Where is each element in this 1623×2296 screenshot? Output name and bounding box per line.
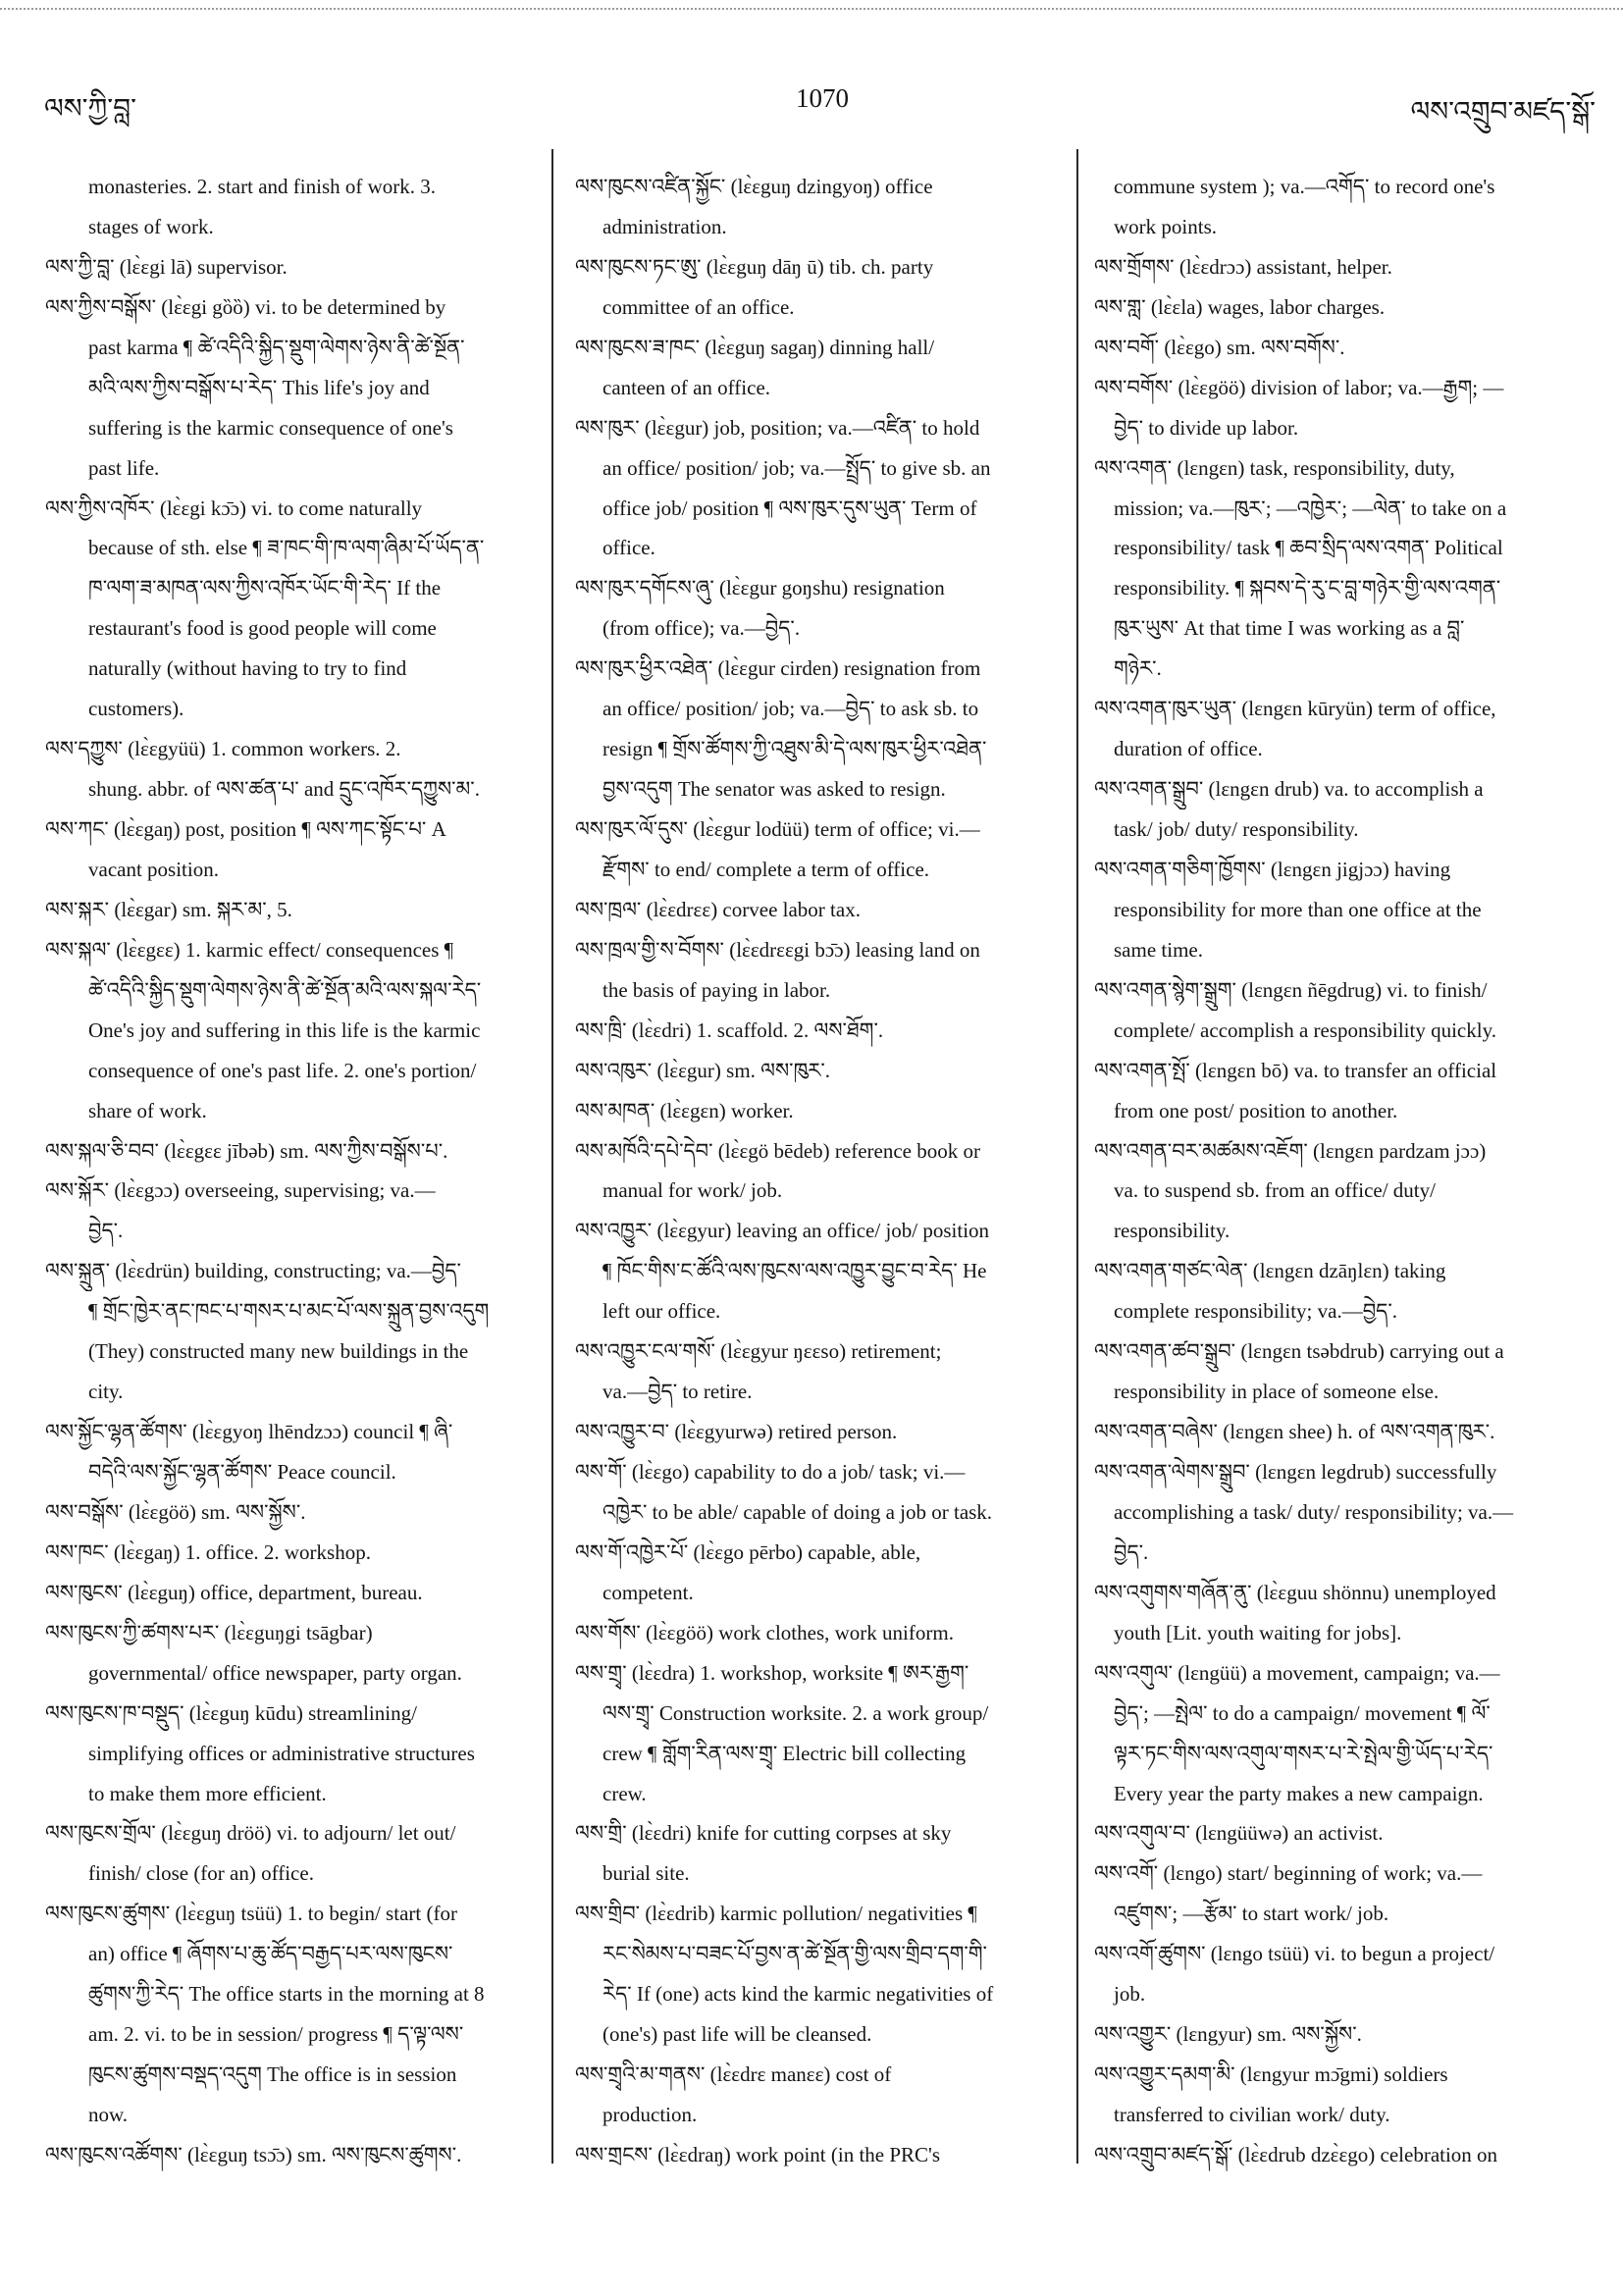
entry-headword-line: ལས་འགན་སྤོ་ (lɛngɛn bō) va. to transfer an official: [1094, 1058, 1497, 1082]
entry-line: commune system ); va.—འགོད་ to record one's: [1114, 175, 1495, 198]
entry-headword-line: ལས་འགྲུབ་མཛད་སྒོ་ (lɛ̀ɛdrub dzɛ̀ɛgo) celebration on: [1094, 2142, 1498, 2166]
dictionary-entry: [1094, 1412, 1569, 1452]
entry-headword-line: ལས་ཁུར་དགོངས་ཞུ་ (lɛ̀ɛgur goŋshu) resignation: [575, 576, 945, 600]
entry-headword-line: ལས་ཁུངས་ (lɛ̀ɛguŋ) office, department, bureau.: [45, 1580, 423, 1604]
entry-line: རེད་ If (one) acts kind the karmic negativities of: [602, 1982, 994, 2007]
entry-line: རྫོགས་ to end/ complete a term of office.: [602, 857, 930, 881]
dictionary-entry: [45, 1573, 546, 1613]
entry-headword-line: ལས་འགུལ་ (lɛngüü) a movement, campaign; va.—: [1094, 1660, 1500, 1685]
entry-headword-line: ལས་འཁྱུར་ངལ་གསོ་ (lɛ̀ɛgyur ŋɛɛso) retirement;: [575, 1339, 942, 1364]
entry-line: left our office.: [602, 1299, 721, 1324]
dictionary-entry: [45, 1492, 546, 1533]
dictionary-entry: [1094, 1573, 1569, 1653]
entry-line: task/ job/ duty/ responsibility.: [1114, 817, 1359, 841]
continued-entry: [1094, 167, 1569, 247]
dictionary-entry: [45, 1131, 546, 1172]
entry-headword-line: ལས་གོས་ (lɛ̀ɛgöö) work clothes, work uniform.: [575, 1620, 954, 1644]
entry-headword-line: ལས་གོ་ (lɛ̀ɛgo) capability to do a job/ task; vi.—: [575, 1460, 966, 1484]
entry-line: (from office); va.—བྱེད་.: [602, 616, 801, 641]
entry-line: stages of work.: [88, 214, 214, 238]
entry-headword-line: ལས་གྲྭ་ (lɛ̀ɛdra) 1. workshop, worksite ¶ ཨར་རྒྱག་: [575, 1660, 969, 1685]
entry-headword-line: ལས་ཀྱིས་འཁོར་ (lɛ̀ɛgi kɔ̄ɔ) vi. to come naturally: [45, 496, 423, 520]
dictionary-entry: [575, 1533, 1064, 1613]
dictionary-entry: [1094, 2014, 1569, 2055]
entry-headword-line: ལས་སྐྲུན་ (lɛ̀ɛdrün) building, constructing; va.—བྱེད་: [45, 1259, 461, 1283]
entry-line: shung. abbr. of ལས་ཚན་པ་ and དྲུང་འཁོར་དཀྱུས་མ་.: [88, 777, 480, 802]
entry-line: responsibility. ¶ སྐབས་དེ་རུ་ང་བླ་གཉེར་གྱི་ལས་འགན་: [1114, 576, 1501, 600]
entry-line: an office/ position/ job; va.—སྤྲོད་ to give sb. an: [602, 455, 991, 480]
entry-headword-line: ལས་གྲོགས་ (lɛ̀ɛdrɔɔ) assistant, helper.: [1094, 254, 1392, 279]
entry-line: naturally (without having to try to find: [88, 656, 407, 681]
entry-line: same time.: [1114, 937, 1203, 962]
entry-line: now.: [88, 2103, 129, 2126]
entry-line: responsibility for more than one office at the: [1114, 897, 1482, 921]
entry-line: manual for work/ job.: [602, 1178, 783, 1203]
column-divider: [1076, 149, 1078, 2164]
entry-headword-line: ལས་འགན་བཞེས་ (lɛngɛn shee) h. of ལས་འགན་ཁུར་.: [1094, 1420, 1495, 1444]
dictionary-entry: [575, 930, 1064, 1011]
entry-headword-line: ལས་ཁུངས་ཁ་བསྡུད་ (lɛ̀ɛguŋ kūdu) streamlining/: [45, 1700, 417, 1725]
dictionary-entry: [45, 1171, 546, 1251]
entry-line: va.—བྱེད་ to retire.: [602, 1380, 753, 1404]
entry-line: past life.: [88, 455, 160, 480]
dictionary-entry: [575, 1131, 1064, 1212]
entry-line: འཁྱེར་ to be able/ capable of doing a job or task.: [602, 1499, 993, 1524]
dictionary-entry: [575, 1091, 1064, 1131]
entry-headword-line: ལས་ཁུངས་འཛིན་སྐྱོང་ (lɛ̀ɛguŋ dzingyoŋ) office: [575, 175, 933, 198]
column-divider: [551, 149, 553, 2164]
entry-headword-line: ལས་འགན་ལེགས་སྒྲུབ་ (lɛngɛn legdrub) successfully: [1094, 1460, 1497, 1484]
column-2: [575, 167, 1064, 2188]
entry-line: ལས་གྲྭ་ Construction worksite. 2. a work group/: [602, 1700, 989, 1725]
entry-headword-line: ལས་གྲིབ་ (lɛ̀ɛdrib) karmic pollution/ negativities ¶: [575, 1902, 977, 1926]
entry-line: བྱེད་ to divide up labor.: [1114, 415, 1299, 440]
entry-headword-line: ལས་ཁུར་ལོ་དུས་ (lɛ̀ɛgur lodüü) term of office; vi.—: [575, 817, 980, 841]
dictionary-entry: [45, 729, 546, 809]
entry-headword-line: ལས་འགྱུར་དམག་མི་ (lɛngyur mɔ̄gmi) soldiers: [1094, 2062, 1448, 2087]
column-3: [1094, 167, 1569, 2188]
dictionary-entry: [1094, 2055, 1569, 2135]
entry-headword-line: ལས་འགན་གཙང་ལེན་ (lɛngɛn dzāŋlɛn) taking: [1094, 1259, 1446, 1283]
entry-headword-line: ལས་མཁན་ (lɛ̀ɛgɛn) worker.: [575, 1098, 794, 1122]
dictionary-entry: [575, 1894, 1064, 2055]
entry-headword-line: ལས་འགན་སྙེག་སྒྲུག་ (lɛngɛn ñēgdrug) vi. to finish/: [1094, 977, 1488, 1002]
entry-line: complete/ accomplish a responsibility quickly.: [1114, 1018, 1496, 1042]
entry-headword-line: ལས་ཀྱི་བླ་ (lɛ̀ɛgi lā) supervisor.: [45, 254, 288, 279]
entry-line: བདེའི་ལས་སྐྱོང་ལྷན་ཚོགས་ Peace council.: [88, 1460, 396, 1484]
entry-line: ལྟར་ཏང་གིས་ལས་འགུལ་གསར་པ་རེ་སྤེལ་གྱི་ཡོད་པ་རེད་: [1114, 1741, 1493, 1765]
entry-headword-line: ལས་འགྱུར་ (lɛngyur) sm. ལས་སྐྱོས་.: [1094, 2022, 1362, 2047]
dictionary-entry: [45, 1613, 546, 1694]
entry-headword-line: ལས་གྲི་ (lɛ̀ɛdri) knife for cutting corpses at sky: [575, 1821, 952, 1846]
entry-headword-line: ལས་ཁུངས་ཚུགས་ (lɛ̀ɛguŋ tsüü) 1. to begin/ start (for: [45, 1902, 457, 1926]
entry-headword-line: ལས་དཀྱུས་ (lɛ̀ɛgyüü) 1. common workers. 2.: [45, 737, 401, 761]
entry-headword-line: ལས་འགུལ་བ་ (lɛngüüwə) an activist.: [1094, 1821, 1384, 1846]
dictionary-entry: [1094, 1934, 1569, 2014]
page-top-edge: [0, 8, 1623, 10]
dictionary-entry: [1094, 247, 1569, 287]
running-head-right: ལས་འགྲུབ་མཛད་སྒོ་: [1410, 97, 1596, 128]
entry-line: administration.: [602, 214, 727, 238]
dictionary-entry: [575, 1613, 1064, 1653]
dictionary-entry: [575, 247, 1064, 328]
dictionary-entry: [575, 1412, 1064, 1452]
entry-line: ¶ གྲོང་ཁྱེར་ནང་ཁང་པ་གསར་པ་མང་པོ་ལས་སྐྲུན་བྱས་འདུག: [88, 1299, 490, 1324]
entry-line: ཚེ་འདིའི་སྐྱིད་སྡུག་ལེགས་ཉེས་ནི་ཚེ་སྔོན་མའི་ལས་སྐལ་རེད་: [88, 977, 482, 1002]
dictionary-entry: [575, 2135, 1064, 2175]
dictionary-entry: [1094, 689, 1569, 769]
entry-headword-line: ལས་བསྒོས་ (lɛ̀ɛgöö) sm. ལས་སྐྱོས་.: [45, 1499, 306, 1524]
entry-line: (They) constructed many new buildings in the: [88, 1339, 469, 1364]
entry-headword-line: ལས་བགོས་ (lɛ̀ɛgöö) division of labor; va.—རྒྱག; —: [1094, 375, 1504, 399]
dictionary-entry: [575, 1211, 1064, 1331]
dictionary-entry: [1094, 1251, 1569, 1331]
entry-line: office.: [602, 536, 655, 560]
dictionary-entry: [45, 1813, 546, 1894]
entry-headword-line: ལས་འགན་སྒྲུབ་ (lɛngɛn drub) va. to accomplish a: [1094, 777, 1484, 802]
entry-line: an) office ¶ ཞོགས་པ་ཆུ་ཚོད་བརྒྱད་པར་ལས་ཁུངས་: [88, 1942, 453, 1966]
dictionary-entry: [45, 890, 546, 930]
entry-line: monasteries. 2. start and finish of work. 3.: [88, 175, 437, 198]
entry-line: youth [Lit. youth waiting for jobs].: [1114, 1620, 1402, 1644]
entry-line: (one's) past life will be cleansed.: [602, 2022, 872, 2047]
entry-headword-line: ལས་འཁྱུར་བ་ (lɛ̀ɛgyurwə) retired person.: [575, 1420, 898, 1444]
dictionary-entry: [1094, 769, 1569, 850]
entry-line: share of work.: [88, 1098, 207, 1122]
entry-line: simplifying offices or administrative structures: [88, 1741, 475, 1765]
entry-headword-line: ལས་ཁུངས་གྲོལ་ (lɛ̀ɛguŋ dröö) vi. to adjourn/ let out/: [45, 1821, 456, 1846]
dictionary-entry: [45, 2135, 546, 2175]
entry-line: job.: [1114, 1982, 1146, 2007]
dictionary-entry: [1094, 1653, 1569, 1814]
entry-headword-line: ལས་ཁྲི་ (lɛ̀ɛdri) 1. scaffold. 2. ལས་ཐོག་.: [575, 1018, 884, 1042]
entry-headword-line: ལས་འཁུར་ (lɛ̀ɛgur) sm. ལས་ཁུར་.: [575, 1058, 831, 1082]
entry-headword-line: ལས་འགོ་ (lɛngo) start/ beginning of work; va.—: [1094, 1861, 1483, 1886]
dictionary-entry: [575, 167, 1064, 247]
entry-line: བྱེད་.: [88, 1219, 124, 1243]
entry-line: suffering is the karmic consequence of one's: [88, 415, 453, 440]
entry-headword-line: ལས་ཁུངས་ཟ་ཁང་ (lɛ̀ɛguŋ sagaŋ) dinning hall/: [575, 335, 935, 359]
entry-headword-line: ལས་སྐལ་ (lɛ̀ɛgɛɛ) 1. karmic effect/ consequences ¶: [45, 937, 454, 962]
entry-line: transferred to civilian work/ duty.: [1114, 2103, 1390, 2126]
continued-entry: [45, 167, 546, 247]
dictionary-entry: [575, 649, 1064, 809]
dictionary-entry: [45, 1694, 546, 1814]
dictionary-entry: [1094, 287, 1569, 328]
entry-headword-line: ལས་ཁྲལ་ (lɛ̀ɛdrɛɛ) corvee labor tax.: [575, 897, 861, 921]
entry-headword-line: ལས་སྐོར་ (lɛ̀ɛgɔɔ) overseeing, supervising; va.—: [45, 1178, 436, 1203]
entry-line: production.: [602, 2103, 698, 2126]
column-1: [45, 167, 546, 2188]
dictionary-entry: [575, 890, 1064, 930]
dictionary-entry: [45, 1533, 546, 1573]
dictionary-entry: [575, 1452, 1064, 1533]
dictionary-entry: [45, 1251, 546, 1412]
entry-line: འཛུགས་; —རྩོམ་ to start work/ job.: [1114, 1902, 1389, 1926]
entry-line: ཁུངས་ཚུགས་བསྡད་འདུག The office is in session: [88, 2062, 457, 2087]
entry-line: committee of an office.: [602, 294, 795, 319]
entry-line: Every year the party makes a new campaign.: [1114, 1781, 1484, 1805]
dictionary-entry: [575, 328, 1064, 408]
entry-headword-line: ལས་ཀྱིས་བསྒོས་ (lɛ̀ɛgi gȍȍ) vi. to be determined by: [45, 294, 446, 319]
entry-line: responsibility.: [1114, 1219, 1230, 1243]
dictionary-entry: [1094, 448, 1569, 690]
entry-headword-line: ལས་འགོ་ཚུགས་ (lɛngo tsüü) vi. to begun a project/: [1094, 1942, 1495, 1966]
dictionary-entry: [1094, 2135, 1569, 2175]
entry-line: གཉེར་.: [1114, 656, 1162, 681]
dictionary-entry: [45, 1894, 546, 2135]
entry-headword-line: ལས་མཁོའི་དཔེ་དེབ་ (lɛ̀ɛgö bēdeb) reference book or: [575, 1138, 980, 1163]
entry-line: responsibility/ task ¶ ཆབ་སྲིད་ལས་འགན་ Political: [1114, 536, 1503, 560]
dictionary-entry: [1094, 1131, 1569, 1252]
dictionary-entry: [575, 1813, 1064, 1894]
dictionary-entry: [45, 287, 546, 489]
entry-line: past karma ¶ ཚེ་འདིའི་སྐྱིད་སྡུག་ལེགས་ཉེས་ནི་ཚེ་སྔོན་: [88, 335, 465, 359]
entry-line: governmental/ office newspaper, party organ.: [88, 1660, 462, 1685]
entry-line: the basis of paying in labor.: [602, 977, 831, 1002]
entry-line: བྱེད་; —སྤེལ་ to do a campaign/ movement ¶ ལོ་: [1114, 1700, 1491, 1725]
entry-headword-line: ལས་ཁུངས་ཏང་ཨུ་ (lɛ̀ɛguŋ dāŋ ū) tib. ch. party: [575, 254, 934, 279]
entry-line: རང་སེམས་པ་བཟང་པོ་བྱས་ན་ཚེ་སྔོན་གྱི་ལས་གྲིབ་དག་གི་: [602, 1942, 987, 1966]
dictionary-entry: [1094, 1853, 1569, 1934]
entry-line: from one post/ position to another.: [1114, 1098, 1398, 1122]
dictionary-entry: [575, 1331, 1064, 1412]
entry-headword-line: ལས་གླ་ (lɛ̀ɛla) wages, labor charges.: [1094, 294, 1386, 319]
entry-line: because of sth. else ¶ ཟ་ཁང་གི་ཁ་ལག་ཞིམ་པོ་ཡོད་ན་: [88, 536, 485, 560]
entry-headword-line: ལས་འགན་བར་མཚམས་འཇོག་ (lɛngɛn pardzam jɔɔ): [1094, 1138, 1487, 1163]
entry-line: am. 2. vi. to be in session/ progress ¶ ད་ལྟ་ལས་: [88, 2022, 464, 2047]
entry-line: duration of office.: [1114, 737, 1263, 761]
dictionary-entry: [575, 408, 1064, 569]
entry-headword-line: ལས་སྐྱོང་ལྷན་ཚོགས་ (lɛ̀ɛgyoŋ lhēndzɔɔ) council ¶ ཞི་: [45, 1420, 453, 1444]
entry-line: responsibility in place of someone else.: [1114, 1380, 1440, 1404]
entry-headword-line: ལས་ཁུངས་འཚོགས་ (lɛ̀ɛguŋ tsɔ̄ɔ) sm. ལས་ཁུངས་ཚུགས་.: [45, 2142, 462, 2166]
entry-line: restaurant's food is good people will come: [88, 616, 437, 641]
entry-line: resign ¶ གྲོས་ཚོགས་ཀྱི་འཐུས་མི་དེ་ལས་ཁུར་ཕྱིར་འཐེན་: [602, 737, 987, 761]
entry-headword-line: ལས་ཁང་ (lɛ̀ɛgaŋ) 1. office. 2. workshop.: [45, 1539, 371, 1564]
entry-line: ཁ་ལག་ཟ་མཁན་ལས་ཀྱིས་འཁོར་ཡོང་གི་རེད་ If the: [88, 576, 442, 600]
entry-line: customers).: [88, 697, 184, 721]
entry-headword-line: ལས་གོ་འཁྱེར་པོ་ (lɛ̀ɛgo pērbo) capable, able,: [575, 1539, 921, 1564]
entry-headword-line: ལས་ཁུངས་ཀྱི་ཚགས་པར་ (lɛ̀ɛguŋgi tsāgbar): [45, 1620, 373, 1644]
entry-line: an office/ position/ job; va.—བྱེད་ to ask sb. to: [602, 697, 979, 721]
entry-headword-line: ལས་འཁྱུར་ (lɛ̀ɛgyur) leaving an office/ job/ position: [575, 1219, 990, 1243]
entry-line: accomplishing a task/ duty/ responsibility; va.—: [1114, 1499, 1514, 1524]
entry-line: ¶ ཁོང་གིས་ང་ཚོའི་ལས་ཁུངས་ལས་འཁྱུར་བྱུང་བ་རེད་ He: [602, 1259, 987, 1283]
dictionary-entry: [45, 489, 546, 730]
dictionary-entry: [575, 2055, 1064, 2135]
entry-headword-line: ལས་འགན་ཚབ་སྒྲུབ་ (lɛngɛn tsəbdrub) carrying out a: [1094, 1339, 1504, 1364]
dictionary-entry: [45, 930, 546, 1131]
entry-line: crew ¶ གློག་རིན་ལས་གྲྭ་ Electric bill collecting: [602, 1741, 967, 1765]
entry-headword-line: ལས་ཁུར་ཕྱིར་འཐེན་ (lɛ̀ɛgur cirden) resignation from: [575, 656, 981, 681]
entry-line: va. to suspend sb. from an office/ duty/: [1114, 1178, 1436, 1203]
entry-line: finish/ close (for an) office.: [88, 1861, 314, 1886]
entry-line: city.: [88, 1380, 124, 1404]
entry-line: complete responsibility; va.—བྱེད་.: [1114, 1299, 1397, 1324]
entry-line: burial site.: [602, 1861, 690, 1886]
dictionary-entry: [575, 1051, 1064, 1091]
dictionary-entry: [575, 1653, 1064, 1814]
dictionary-entry: [1094, 1331, 1569, 1412]
dictionary-entry: [575, 809, 1064, 890]
dictionary-entry: [1094, 970, 1569, 1051]
dictionary-entry: [1094, 328, 1569, 368]
dictionary-entry: [45, 1412, 546, 1492]
dictionary-entry: [1094, 1813, 1569, 1853]
dictionary-entry: [1094, 1051, 1569, 1131]
entry-line: ཚུགས་ཀྱི་རེད་ The office starts in the morning at 8: [88, 1982, 485, 2007]
dictionary-entry: [1094, 850, 1569, 970]
entry-headword-line: ལས་གྲངས་ (lɛ̀ɛdraŋ) work point (in the PRC's: [575, 2142, 941, 2166]
dictionary-entry: [575, 568, 1064, 649]
entry-line: མའི་ལས་ཀྱིས་བསྒོས་པ་རེད་ This life's joy and: [88, 375, 430, 399]
entry-line: to make them more efficient.: [88, 1781, 327, 1805]
entry-line: བྱེད་.: [1114, 1539, 1149, 1564]
entry-line: vacant position.: [88, 857, 219, 881]
entry-line: One's joy and suffering in this life is the karmic: [88, 1018, 481, 1042]
entry-headword-line: ལས་སྐར་ (lɛ̀ɛgar) sm. སྐར་མ་, 5.: [45, 897, 292, 921]
entry-headword-line: ལས་འགུགས་གཞོན་ནུ་ (lɛ̀ɛguu shönnu) unemployed: [1094, 1580, 1496, 1604]
entry-line: canteen of an office.: [602, 375, 771, 399]
entry-headword-line: ལས་འགན་གཅིག་ཁྱོགས་ (lɛngɛn jigjɔɔ) having: [1094, 857, 1451, 881]
entry-line: work points.: [1114, 214, 1217, 238]
entry-headword-line: ལས་སྐལ་ཅི་བབ་ (lɛ̀ɛgɛɛ jībəb) sm. ལས་ཀྱིས་བསྒོས་པ་.: [45, 1138, 448, 1163]
entry-line: office job/ position ¶ ལས་ཁུར་དུས་ཡུན་ Term of: [602, 496, 977, 520]
entry-headword-line: ལས་འགན་ཁུར་ཡུན་ (lɛngɛn kūryün) term of office,: [1094, 697, 1496, 721]
entry-line: བྱས་འདུག The senator was asked to resign.: [602, 777, 946, 802]
dictionary-entry: [1094, 368, 1569, 448]
entry-line: competent.: [602, 1580, 694, 1604]
entry-headword-line: ལས་ཀང་ (lɛ̀ɛgaŋ) post, position ¶ ལས་ཀང་སྟོང་པ་ A: [45, 817, 446, 841]
page-number: 1070: [796, 83, 849, 113]
dictionary-entry: [1094, 1452, 1569, 1573]
entry-headword-line: ལས་བགོ་ (lɛ̀ɛgo) sm. ལས་བགོས་.: [1094, 335, 1345, 359]
entry-headword-line: ལས་ཁྲལ་གྱི་ས་བོགས་ (lɛ̀ɛdrɛɛgi bɔ̄ɔ) leasing land on: [575, 937, 980, 962]
entry-line: mission; va.—ཁུར་; —འཁྱེར་; —ལེན་ to take on a: [1114, 496, 1507, 520]
entry-line: consequence of one's past life. 2. one's portion/: [88, 1058, 477, 1082]
entry-line: crew.: [602, 1781, 647, 1805]
dictionary-entry: [45, 809, 546, 890]
entry-headword-line: ལས་ཁུར་ (lɛ̀ɛgur) job, position; va.—འཛིན་ to hold: [575, 415, 980, 440]
entry-line: ཁུར་ཡུས་ At that time I was working as a བླ་: [1114, 616, 1465, 641]
running-head-left: ལས་ཀྱི་བླ་: [44, 94, 136, 125]
entry-headword-line: ལས་འགན་ (lɛngɛn) task, responsibility, duty,: [1094, 455, 1455, 480]
dictionary-entry: [45, 247, 546, 287]
entry-headword-line: ལས་གྲྭའི་མ་གནས་ (lɛ̀ɛdrɛ manɛɛ) cost of: [575, 2062, 892, 2087]
dictionary-entry: [575, 1011, 1064, 1051]
